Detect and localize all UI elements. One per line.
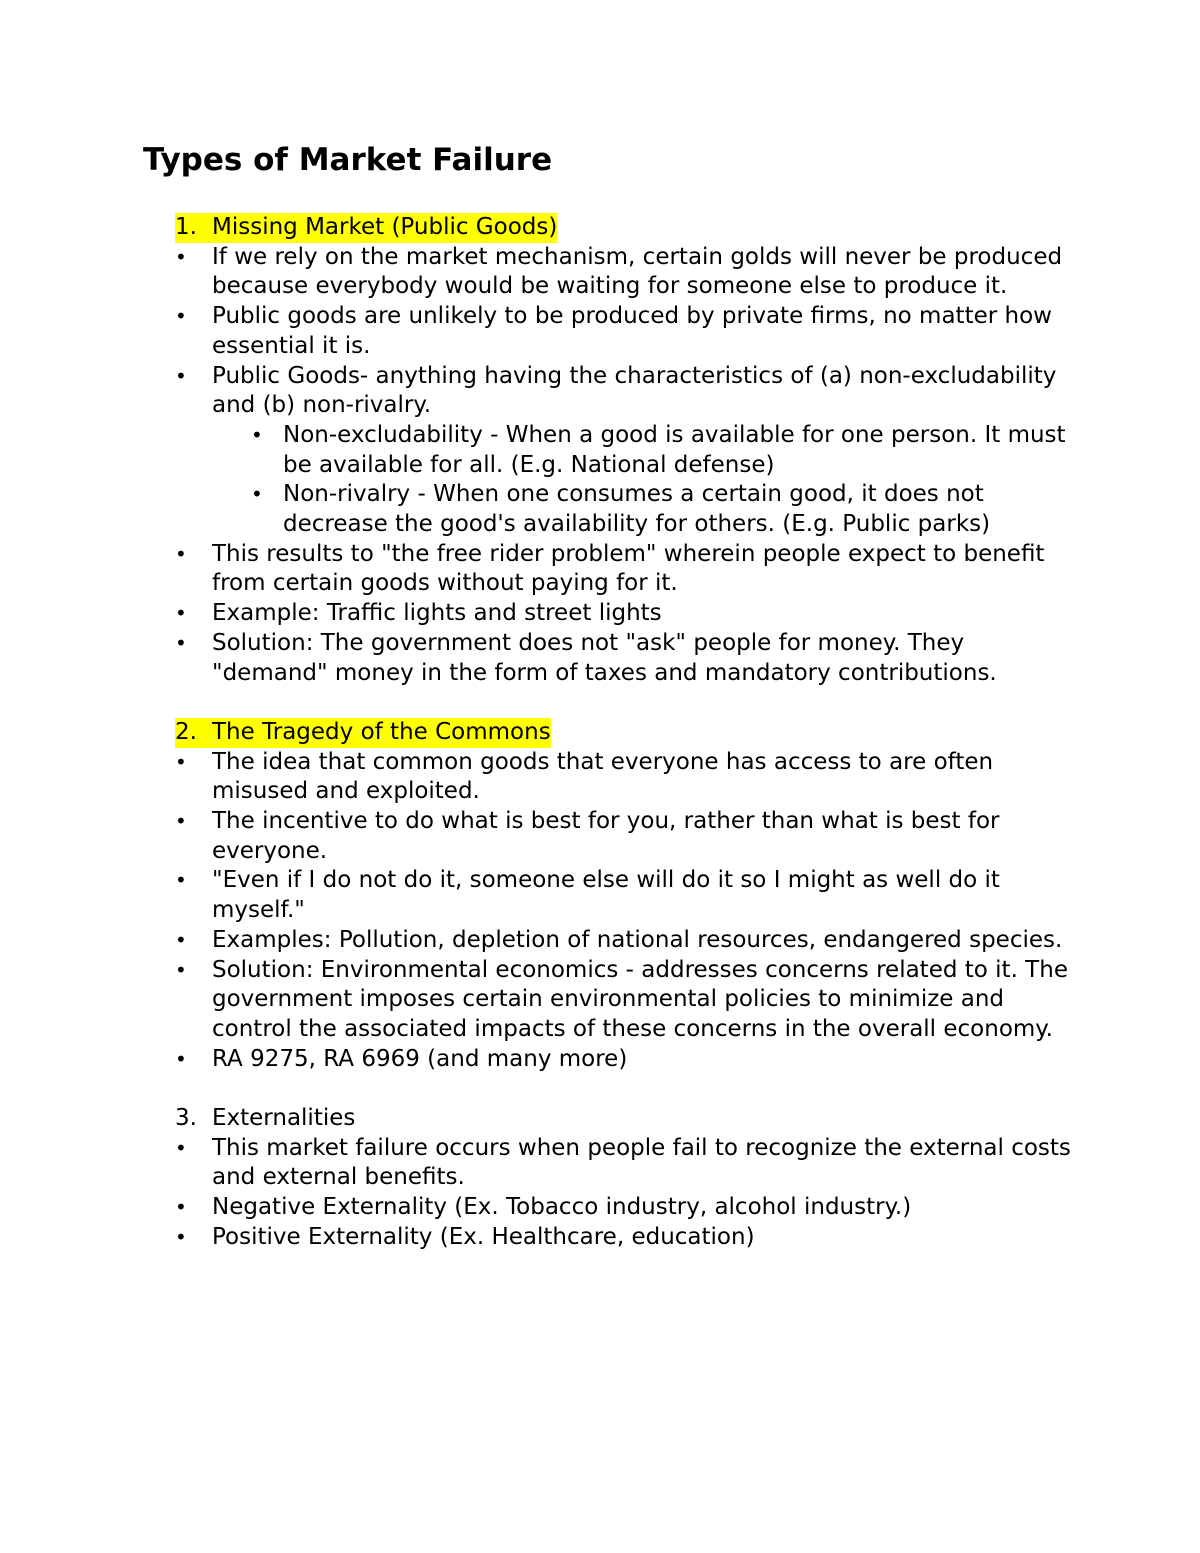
section-heading (175, 213, 1075, 243)
list-item: • Negative Externality (Ex. Tobacco industry, alcohol industry.) (175, 1193, 1075, 1223)
section-heading (175, 718, 1075, 748)
section-heading-text: Missing Market (Public Goods) (212, 213, 557, 243)
list-item: • Solution: Environmental economics - addresses concerns related to it. The government imposes certain environmental policies to minimize and control the associated impacts of these concerns in the overall economy. (175, 956, 1075, 1045)
document-body (175, 213, 1075, 1253)
list-item: • This results to "the free rider problem" wherein people expect to benefit from certain goods without paying for it. (175, 540, 1075, 599)
list-item: • Solution: The government does not "ask" people for money. They "demand" money in the form of taxes and mandatory contributions. (175, 629, 1075, 688)
list-item: • "Even if I do not do it, someone else will do it so I might as well do it myself." (175, 866, 1075, 925)
section-heading (175, 1104, 1075, 1134)
list-item: • The incentive to do what is best for you, rather than what is best for everyone. (175, 807, 1075, 866)
section-missing-market (175, 213, 1075, 688)
page-title: Types of Market Failure (143, 142, 553, 178)
bullet-list (175, 540, 1075, 689)
list-item: • The idea that common goods that everyone has access to are often misused and exploited. (175, 748, 1075, 807)
section-number: 1. (175, 213, 212, 243)
list-item-text: Public Goods- anything having the characteristics of (a) non-excludability and (b) non-rivalry. (212, 362, 1057, 419)
list-item: • This market failure occurs when people fail to recognize the external costs and external benefits. (175, 1134, 1075, 1193)
section-number: 2. (175, 718, 212, 748)
list-item: • If we rely on the market mechanism, certain golds will never be produced because everybody would be waiting for someone else to produce it. (175, 243, 1075, 302)
bullet-list (175, 243, 1075, 421)
section-externalities (175, 1104, 1075, 1253)
bullet-list (175, 748, 1075, 1075)
section-number: 3. (175, 1105, 197, 1132)
list-item: • Positive Externality (Ex. Healthcare, education) (175, 1223, 1075, 1253)
list-item (175, 362, 1075, 421)
section-heading-text: The Tragedy of the Commons (212, 718, 551, 748)
sub-list-item: • Non-rivalry - When one consumes a certain good, it does not decrease the good's availability for others. (E.g. Public parks) (175, 480, 1075, 539)
section-tragedy-of-commons (175, 718, 1075, 1074)
list-item: • Example: Traffic lights and street lights (175, 599, 1075, 629)
section-heading-text: Externalities (212, 1105, 356, 1132)
bullet-list (175, 1134, 1075, 1253)
list-item: • RA 9275, RA 6969 (and many more) (175, 1045, 1075, 1075)
list-item: • Public goods are unlikely to be produced by private firms, no matter how essential it is. (175, 302, 1075, 361)
sub-list-item: • Non-excludability - When a good is available for one person. It must be available for all. (E.g. National defense) (175, 421, 1075, 480)
list-item: • Examples: Pollution, depletion of national resources, endangered species. (175, 926, 1075, 956)
sub-bullet-list (175, 421, 1075, 540)
